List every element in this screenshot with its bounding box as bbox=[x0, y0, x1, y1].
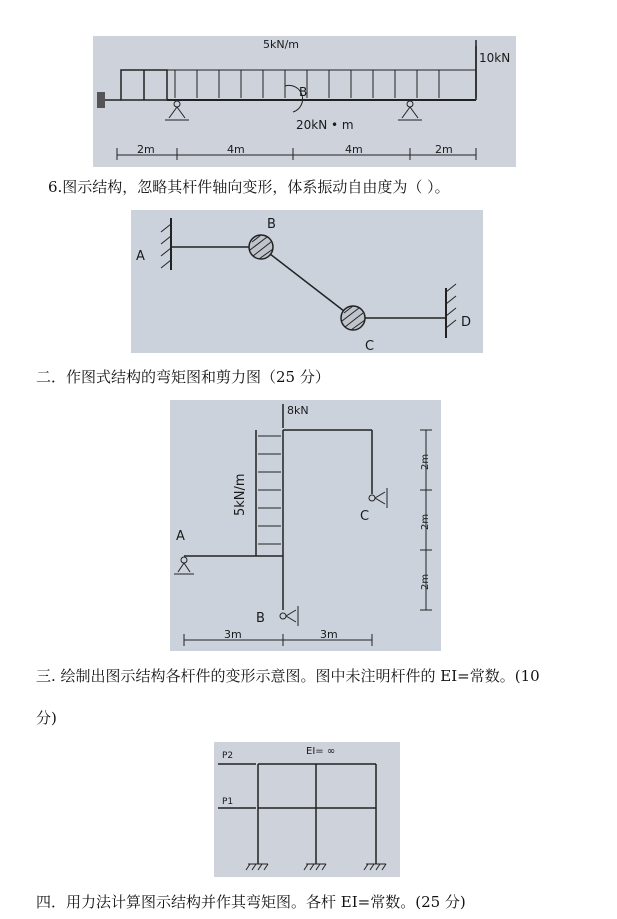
node-c-label: C bbox=[360, 509, 370, 524]
dim-label: 4m bbox=[227, 143, 245, 156]
node-b-label: B bbox=[256, 611, 265, 626]
dim-label: 3m bbox=[224, 628, 242, 641]
load-point-label: 8kN bbox=[287, 404, 309, 417]
dim-label: 2m bbox=[435, 143, 453, 156]
load-point-label: 10kN bbox=[479, 51, 511, 65]
load-distributed-label: 5kN/m bbox=[263, 38, 300, 51]
figure-two-storey-frame bbox=[214, 742, 400, 877]
beam-diagram bbox=[93, 36, 516, 167]
figure-beam bbox=[93, 36, 516, 167]
load-p1-label: P1 bbox=[222, 797, 234, 807]
support-a bbox=[174, 557, 194, 574]
figure-frame-loads bbox=[170, 400, 441, 651]
dim-label: 2m bbox=[420, 453, 431, 470]
two-storey-frame-diagram bbox=[214, 742, 400, 877]
load-p2-label: P2 bbox=[222, 751, 234, 761]
moment-label: 20kN • m bbox=[296, 118, 354, 132]
mass-b bbox=[249, 235, 273, 259]
ei-label: EI= ∞ bbox=[306, 746, 336, 757]
section-3-heading-line2: 分) bbox=[36, 709, 57, 727]
dim-label: 2m bbox=[420, 513, 431, 530]
figure-frame-masses bbox=[131, 210, 483, 353]
section-4-heading: 四．用力法计算图示结构并作其弯矩图。各杆 EI=常数。(25 分) bbox=[36, 893, 466, 911]
node-a-label: A bbox=[136, 249, 145, 264]
dim-label: 2m bbox=[420, 573, 431, 590]
fixed-supports bbox=[246, 864, 386, 870]
support-left bbox=[165, 101, 189, 120]
section-3-heading-line1: 三. 绘制出图示结构各杆件的变形示意图。图中未注明杆件的 EI=常数。(10 bbox=[36, 667, 540, 685]
mass-c bbox=[341, 306, 365, 330]
support-right bbox=[398, 101, 422, 120]
frame-loads-diagram bbox=[170, 400, 441, 651]
distributed-load-arrows bbox=[258, 436, 281, 544]
dim-label: 2m bbox=[137, 143, 155, 156]
section-2-heading: 二．作图式结构的弯矩图和剪力图（25 分） bbox=[36, 368, 330, 386]
node-d-label: D bbox=[461, 315, 472, 330]
fixed-wall bbox=[97, 92, 105, 108]
question-6: 6.图示结构，忽略其杆件轴向变形，体系振动自由度为（ ）。 bbox=[48, 178, 450, 196]
dim-label: 4m bbox=[345, 143, 363, 156]
dim-label: 3m bbox=[320, 628, 338, 641]
node-c-label: C bbox=[365, 339, 375, 353]
frame-masses-diagram bbox=[131, 210, 483, 353]
node-b-label: B bbox=[299, 85, 308, 99]
node-b-label: B bbox=[267, 217, 276, 232]
load-distributed-label: 5kN/m bbox=[233, 473, 248, 516]
node-a-label: A bbox=[176, 529, 185, 544]
